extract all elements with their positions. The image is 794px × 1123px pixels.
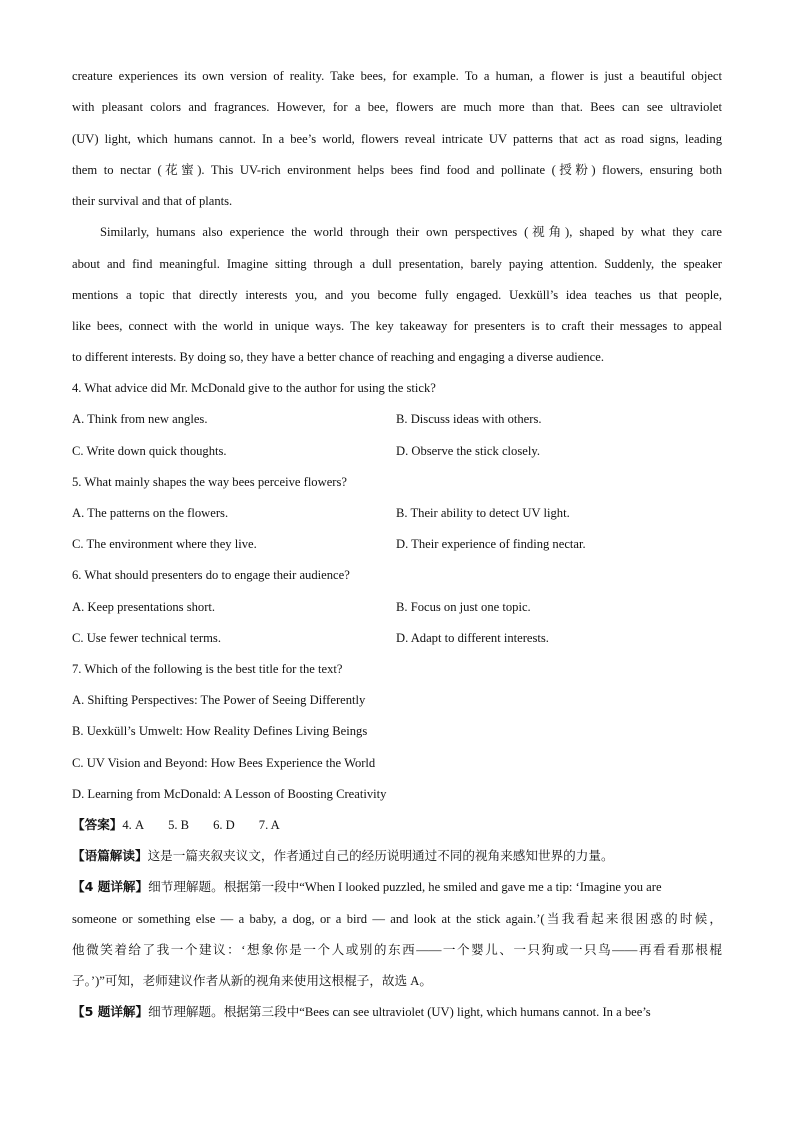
question-option: C. Write down quick thoughts. — [72, 444, 227, 458]
answer-item: 4. A — [122, 818, 145, 832]
question-option: B. Discuss ideas with others. — [396, 412, 542, 426]
passage-line: Similarly, humans also experience the world through their own perspectives (视角), shaped by what they care — [100, 225, 722, 239]
question-option: B. Focus on just one topic. — [396, 600, 531, 614]
detail5-text: 细节理解题。根据第三段中“Bees can see ultraviolet (UV) light, which humans cannot. In a bee’s — [148, 1005, 651, 1019]
passage-line: mentions a topic that directly interests you, and you become fully engaged. Uexküll’s idea teaches us that people, — [72, 288, 722, 302]
answer-item: 7. A — [258, 818, 280, 832]
question-option: D. Observe the stick closely. — [396, 444, 540, 458]
question-option: C. UV Vision and Beyond: How Bees Experience the World — [72, 756, 376, 770]
detail4-tag: 【4 题详解】 — [72, 879, 149, 894]
question-option: B. Their ability to detect UV light. — [396, 506, 570, 520]
detail4-text: 细节理解题。根据第一段中“When I looked puzzled, he smiled and gave me a tip: ‘Imagine you are — [148, 880, 662, 894]
question-option: D. Learning from McDonald: A Lesson of Boosting Creativity — [72, 787, 387, 801]
analysis-line — [72, 847, 722, 865]
question-option: A. Think from new angles. — [72, 412, 208, 426]
passage-line: them to nectar (花蜜). This UV-rich environment helps bees find food and pollinate (授粉) flowers, ensuring both — [72, 163, 722, 177]
question-option: D. Their experience of finding nectar. — [396, 537, 586, 551]
detail4-line — [72, 878, 722, 896]
detail5-line — [72, 1003, 722, 1021]
question-option: C. Use fewer technical terms. — [72, 631, 221, 645]
question-option: C. The environment where they live. — [72, 537, 257, 551]
question-option: D. Adapt to different interests. — [396, 631, 549, 645]
passage-line: to different interests. By doing so, they have a better chance of reaching and engaging a diverse audience. — [72, 350, 604, 364]
answer-tag: 【答案】 — [72, 817, 123, 832]
question-stem: 4. What advice did Mr. McDonald give to the author for using the stick? — [72, 381, 436, 395]
passage-line: (UV) light, which humans cannot. In a bee’s world, flowers reveal intricate UV patterns that act as road signs, leading — [72, 132, 722, 146]
passage-line: with pleasant colors and fragrances. However, for a bee, flowers are much more than that. Bees can see ultraviolet — [72, 100, 722, 114]
question-option: B. Uexküll’s Umwelt: How Reality Defines Living Beings — [72, 724, 368, 738]
answer-line — [72, 816, 722, 834]
question-stem: 5. What mainly shapes the way bees perceive flowers? — [72, 475, 347, 489]
detail4-line: someone or something else — a baby, a dog, or a bird — and look at the stick again.’(当我看起来很困惑的时候， — [72, 912, 722, 926]
analysis-text: 这是一篇夹叙夹议文，作者通过自己的经历说明通过不同的视角来感知世界的力量。 — [147, 849, 614, 863]
answer-item: 6. D — [213, 818, 235, 832]
answer-item: 5. B — [168, 818, 190, 832]
detail5-tag: 【5 题详解】 — [72, 1004, 149, 1019]
question-stem: 6. What should presenters do to engage their audience? — [72, 568, 350, 582]
analysis-tag: 【语篇解读】 — [72, 848, 148, 863]
question-option: A. The patterns on the flowers. — [72, 506, 229, 520]
question-option: A. Shifting Perspectives: The Power of Seeing Differently — [72, 693, 366, 707]
detail4-line: 他微笑着给了我一个建议：‘想象你是一个人或别的东西——一个婴儿、一只狗或一只鸟——再看看那根棍 — [72, 943, 722, 957]
passage-line: their survival and that of plants. — [72, 194, 233, 208]
question-option: A. Keep presentations short. — [72, 600, 216, 614]
passage-line: about and find meaningful. Imagine sitting through a dull presentation, barely paying attention. Suddenly, the speaker — [72, 257, 722, 271]
detail4-line: 子。’)”可知，老师建议作者从新的视角来使用这根棍子，故选 A。 — [72, 974, 432, 988]
passage-line: like bees, connect with the world in unique ways. The key takeaway for presenters is to craft their messages to appeal — [72, 319, 722, 333]
question-stem: 7. Which of the following is the best title for the text? — [72, 662, 343, 676]
passage-line: creature experiences its own version of reality. Take bees, for example. To a human, a flower is just a beautiful object — [72, 69, 722, 83]
